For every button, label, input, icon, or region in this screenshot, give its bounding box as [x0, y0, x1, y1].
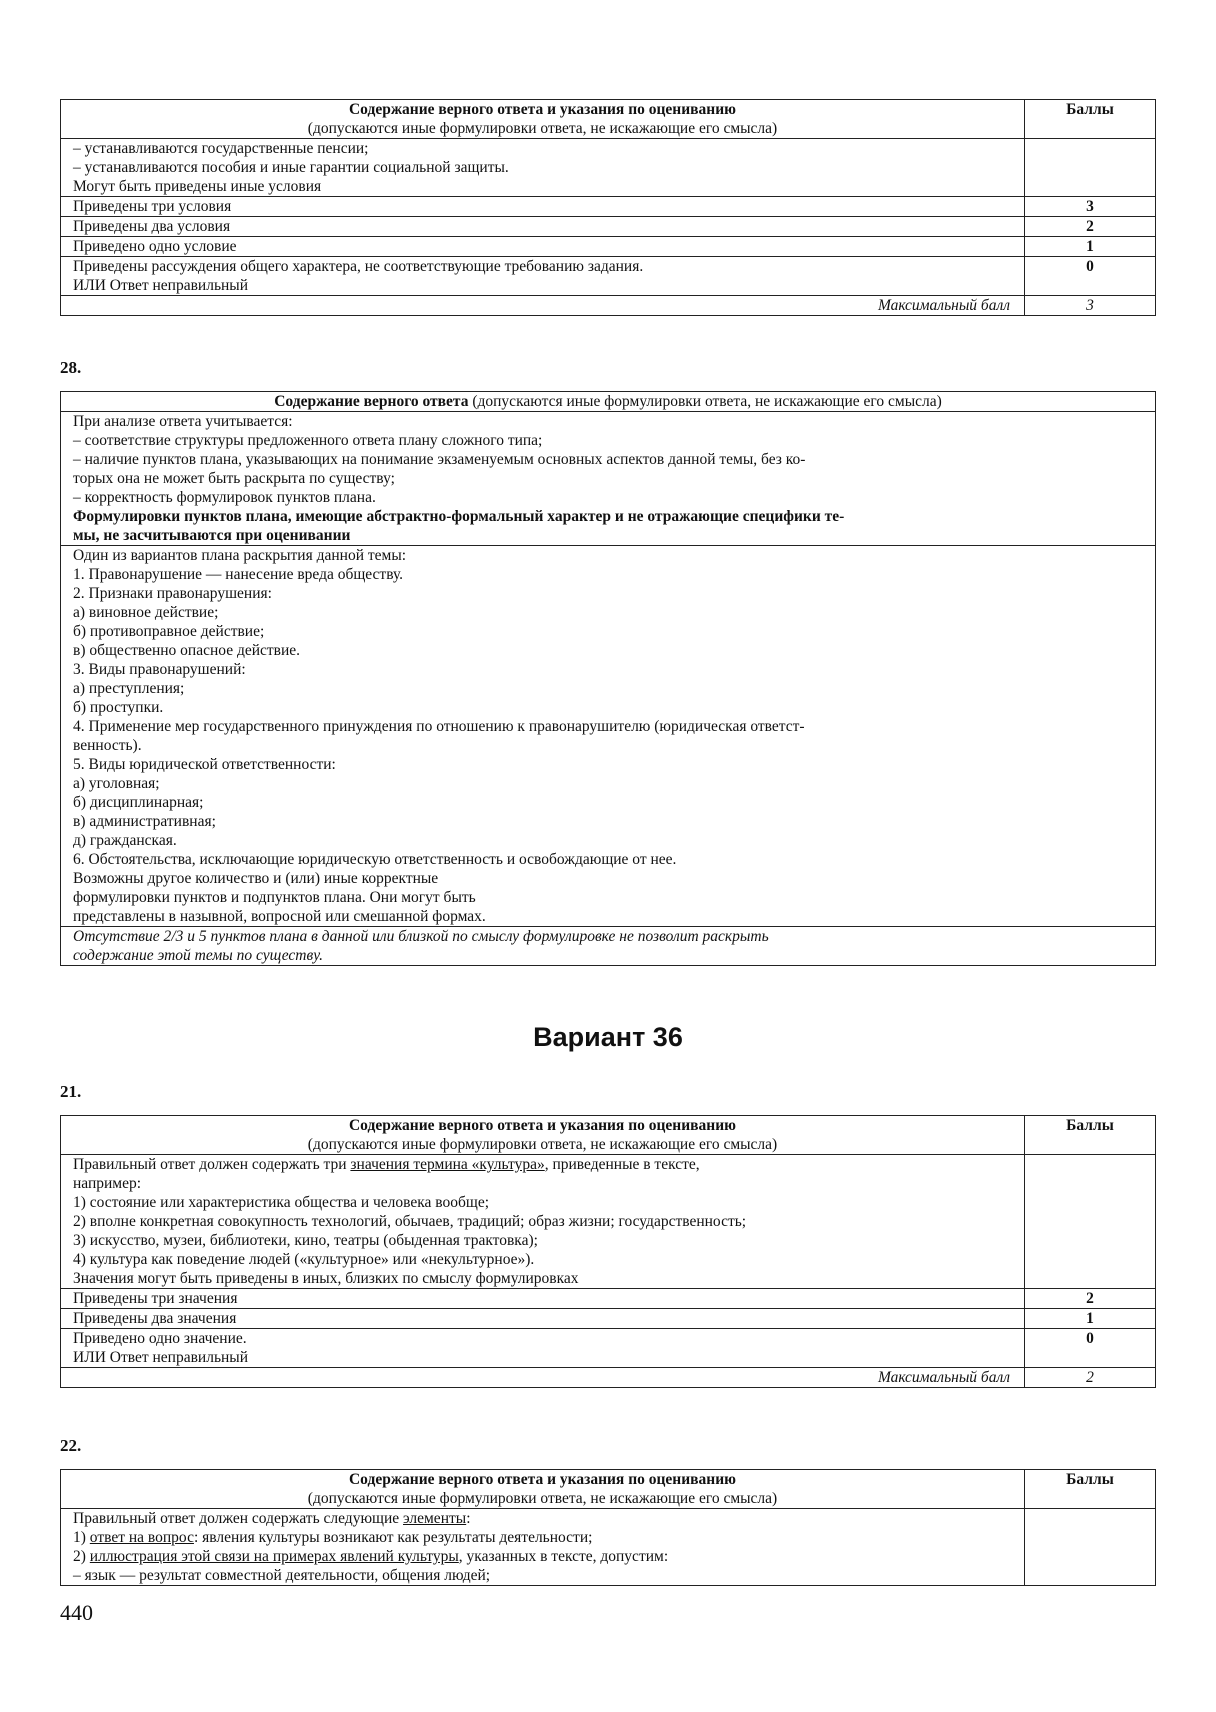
points-header: Баллы — [1025, 100, 1156, 139]
criteria-block — [61, 412, 1156, 546]
content-line: 1) состояние или характеристика общества и человека вообще; — [73, 1194, 490, 1211]
note-line: содержание этой темы по существу. — [73, 947, 323, 964]
note-line: Отсутствие 2/3 и 5 пунктов плана в данной или близкой по смыслу формулировке не позволит раскрыть — [73, 928, 769, 945]
content-text: 2) — [73, 1548, 90, 1565]
plan-line: представлены в назывной, вопросной или смешанной формах. — [73, 908, 486, 925]
zero-line: ИЛИ Ответ неправильный — [73, 277, 249, 294]
zero-line: Приведено одно значение. — [73, 1330, 247, 1347]
answer-content — [61, 139, 1025, 197]
plan-line: в) административная; — [73, 813, 216, 830]
criterion-text: Приведены три условия — [61, 197, 1025, 217]
content-text: 1) — [73, 1529, 90, 1546]
criterion-points: 2 — [1025, 1289, 1156, 1309]
max-score-label: Максимальный балл — [61, 1368, 1025, 1388]
criteria-bold-line: мы, не засчитываются при оценивании — [73, 527, 351, 544]
criterion-points: 1 — [1025, 237, 1156, 257]
header-title: Содержание верного ответа — [274, 393, 469, 410]
criterion-text-zero — [61, 1329, 1025, 1368]
header-note: (допускаются иные формулировки ответа, не искажающие его смысла) — [307, 1136, 778, 1153]
plan-line: Один из вариантов плана раскрытия данной темы: — [73, 547, 407, 564]
points-cell — [1025, 139, 1156, 197]
plan-line: 1. Правонарушение — нанесение вреда обществу. — [73, 566, 404, 583]
criterion-points: 1 — [1025, 1309, 1156, 1329]
task-28-table — [60, 391, 1156, 966]
criterion-text: Приведены два значения — [61, 1309, 1025, 1329]
plan-line: 2. Признаки правонарушения: — [73, 585, 272, 602]
criterion-text: Приведено одно условие — [61, 237, 1025, 257]
header-note: (допускаются иные формулировки ответа, не искажающие его смысла) — [468, 393, 942, 410]
criterion-text: Приведены два условия — [61, 217, 1025, 237]
criteria-line: – корректность формулировок пунктов плана. — [73, 489, 376, 506]
plan-line: а) уголовная; — [73, 775, 160, 792]
header-note: (допускаются иные формулировки ответа, не искажающие его смысла) — [307, 1490, 778, 1507]
table-header — [61, 392, 1156, 412]
content-line: например: — [73, 1175, 142, 1192]
header-title: Содержание верного ответа и указания по оцениванию — [348, 1471, 736, 1488]
content-line: Значения могут быть приведены в иных, близких по смыслу формулировках — [73, 1270, 579, 1287]
criteria-line: торых она не может быть раскрыта по существу; — [73, 470, 395, 487]
table-header — [61, 100, 1025, 139]
criteria-bold-line: Формулировки пунктов плана, имеющие абстрактно-формальный характер и не отражающие специфики те- — [73, 508, 845, 525]
content-underlined: иллюстрация этой связи на примерах явлений культуры — [89, 1548, 459, 1565]
content-text: : явления культуры возникают как результаты деятельности; — [193, 1529, 593, 1546]
criterion-points: 0 — [1025, 1329, 1156, 1368]
plan-line: в) общественно опасное действие. — [73, 642, 301, 659]
intro-text: Правильный ответ должен содержать три — [73, 1156, 351, 1173]
header-title: Содержание верного ответа и указания по оцениванию — [348, 1117, 736, 1134]
criteria-line: – наличие пунктов плана, указывающих на понимание экзаменуемым основных аспектов данной темы, без ко- — [73, 451, 806, 468]
criterion-text-zero — [61, 257, 1025, 296]
task-number-21: 21. — [60, 1082, 82, 1101]
criterion-points: 2 — [1025, 217, 1156, 237]
plan-line: венность). — [73, 737, 142, 754]
plan-line: 4. Применение мер государственного принуждения по отношению к правонарушителю (юридическая ответст- — [73, 718, 805, 735]
variant-title: Вариант 36 — [533, 1022, 683, 1052]
plan-line: б) противоправное действие; — [73, 623, 265, 640]
zero-line: Приведены рассуждения общего характера, не соответствующие требованию задания. — [73, 258, 644, 275]
points-cell — [1025, 1509, 1156, 1586]
criterion-text: Приведены три значения — [61, 1289, 1025, 1309]
points-header: Баллы — [1025, 1116, 1156, 1155]
content-line: 2) вполне конкретная совокупность технологий, обычаев, традиций; образ жизни; государственность; — [73, 1213, 747, 1230]
plan-line: 3. Виды правонарушений: — [73, 661, 246, 678]
content-text: Правильный ответ должен содержать следующие — [73, 1510, 404, 1527]
scoring-table-continued — [60, 99, 1156, 316]
plan-note — [61, 927, 1156, 966]
points-header: Баллы — [1025, 1470, 1156, 1509]
content-line: Могут быть приведены иные условия — [73, 178, 322, 195]
answer-content — [61, 1155, 1025, 1289]
content-underlined: элементы — [403, 1510, 467, 1527]
content-line: – устанавливаются государственные пенсии; — [73, 140, 369, 157]
criterion-points: 0 — [1025, 257, 1156, 296]
criteria-line: При анализе ответа учитывается: — [73, 413, 293, 430]
task-22-table — [60, 1469, 1156, 1586]
criterion-points: 3 — [1025, 197, 1156, 217]
plan-line: б) проступки. — [73, 699, 164, 716]
content-line: 3) искусство, музеи, библиотеки, кино, театры (обыденная трактовка); — [73, 1232, 538, 1249]
content-line: 4) культура как поведение людей («культурное» или «некультурное»). — [73, 1251, 535, 1268]
task-21-table — [60, 1115, 1156, 1388]
content-text: : — [466, 1510, 471, 1527]
content-underlined: ответ на вопрос — [89, 1529, 194, 1546]
plan-line: б) дисциплинарная; — [73, 794, 204, 811]
content-line: – устанавливаются пособия и иные гарантии социальной защиты. — [73, 159, 509, 176]
content-line: – язык — результат совместной деятельности, общения людей; — [73, 1567, 491, 1584]
plan-line: 5. Виды юридической ответственности: — [73, 756, 336, 773]
criteria-line: – соответствие структуры предложенного ответа плану сложного типа; — [73, 432, 543, 449]
header-title: Содержание верного ответа и указания по оцениванию — [348, 101, 736, 118]
plan-block — [61, 546, 1156, 927]
zero-line: ИЛИ Ответ неправильный — [73, 1349, 249, 1366]
plan-line: формулировки пунктов и подпунктов плана. Они могут быть — [73, 889, 476, 906]
plan-line: д) гражданская. — [73, 832, 177, 849]
task-number-28: 28. — [60, 358, 82, 377]
max-score-value: 3 — [1025, 296, 1156, 316]
plan-line: Возможны другое количество и (или) иные корректные — [73, 870, 439, 887]
points-cell — [1025, 1155, 1156, 1289]
plan-line: 6. Обстоятельства, исключающие юридическую ответственность и освобождающие от нее. — [73, 851, 677, 868]
plan-line: а) преступления; — [73, 680, 185, 697]
content-text: , указанных в тексте, допустим: — [458, 1548, 669, 1565]
task-number-22: 22. — [60, 1436, 82, 1455]
answer-content — [61, 1509, 1025, 1586]
max-score-value: 2 — [1025, 1368, 1156, 1388]
plan-line: а) виновное действие; — [73, 604, 219, 621]
table-header — [61, 1470, 1025, 1509]
intro-underlined: значения термина «культура» — [350, 1156, 545, 1173]
max-score-label: Максимальный балл — [61, 296, 1025, 316]
table-header — [61, 1116, 1025, 1155]
header-note: (допускаются иные формулировки ответа, не искажающие его смысла) — [307, 120, 778, 137]
page-number: 440 — [60, 1600, 93, 1625]
intro-text-end: , приведенные в тексте, — [544, 1156, 700, 1173]
